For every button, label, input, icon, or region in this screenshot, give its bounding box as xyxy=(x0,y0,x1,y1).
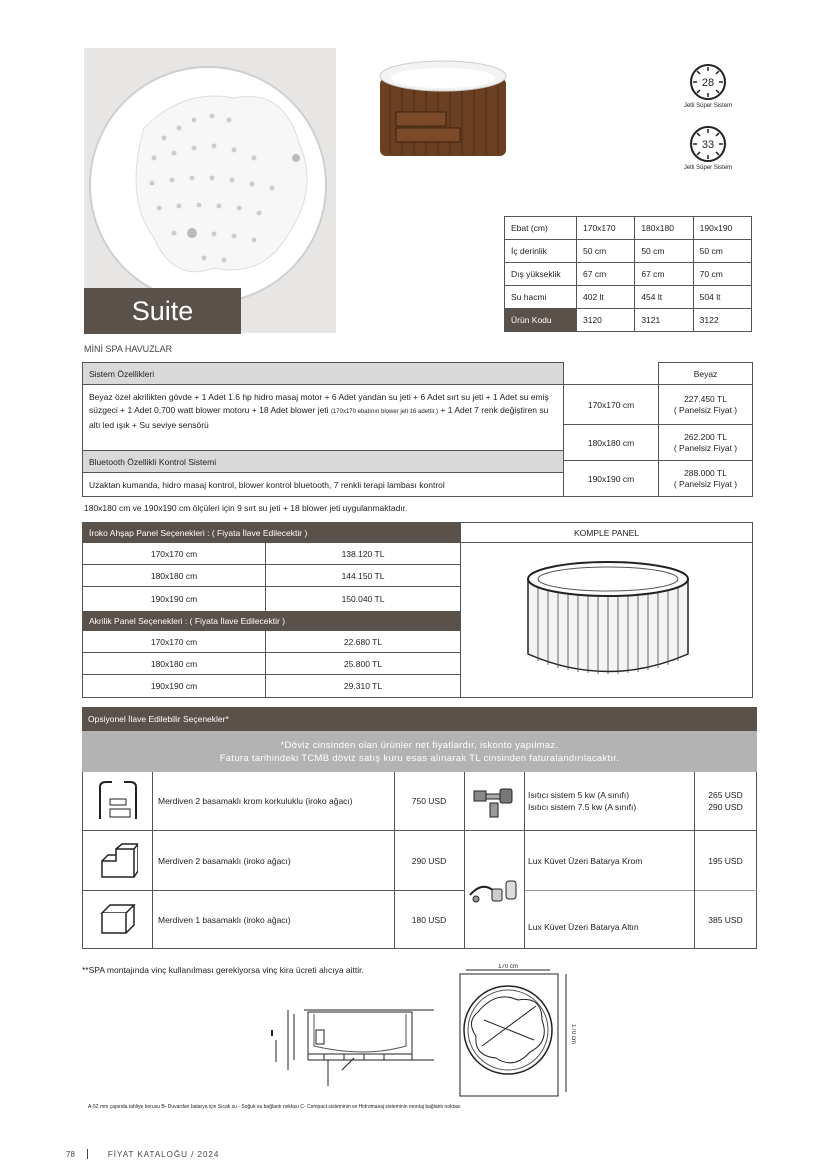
jet-dial-icon xyxy=(688,124,728,164)
footer-title: FİYAT KATALOĞU / 2024 xyxy=(107,1149,220,1159)
panel-size: 170x170 cm xyxy=(83,631,266,652)
price-cell xyxy=(658,460,753,497)
currency-notice-line2: Fatura tarihindeki TCMB döviz satış kuru esas alınarak TL cinsinden faturalandırılacaktır. xyxy=(219,752,620,764)
panel-price: 29.310 TL xyxy=(343,681,383,691)
panel-price: 150.040 TL xyxy=(341,594,385,604)
badge-28 xyxy=(680,62,736,109)
bluetooth-header-text: Bluetooth Özellikli Kontrol Sistemi xyxy=(89,456,217,467)
spec-row xyxy=(505,309,752,332)
spec-value: 454 lt xyxy=(635,286,693,309)
category-label: MİNİ SPA HAVUZLAR xyxy=(84,344,173,354)
heater-desc-5kw: Isıtıcı sistem 5 kw (A sınıfı) xyxy=(528,790,630,800)
heater-desc xyxy=(528,789,636,813)
ladder1-desc: Merdiven 2 basamaklı krom korkuluklu (iroko ağacı) xyxy=(158,796,353,806)
heater-icon xyxy=(470,783,518,823)
ladder2-price: 290 USD xyxy=(411,856,447,866)
price-value: 262.200 TL xyxy=(684,431,727,442)
bluetooth-text-cell xyxy=(82,472,564,497)
page-number: 78 xyxy=(66,1149,75,1159)
bluetooth-text: Uzaktan kumanda, hidro masaj kontrol, blower kontrol bluetooth, 7 renkli terapi lambası kontrol xyxy=(89,479,445,490)
badge-number: 28 xyxy=(701,77,715,89)
panel-size: 190x190 cm xyxy=(83,675,266,697)
spec-label: Ürün Kodu xyxy=(505,309,577,332)
spec-label: Dış yükseklik xyxy=(505,263,577,286)
spec-table xyxy=(504,216,752,332)
spec-label: Ebat (cm) xyxy=(505,217,577,240)
price-size: 180x180 cm xyxy=(587,437,635,448)
features-header xyxy=(82,362,564,385)
features-table xyxy=(82,362,753,497)
complete-panel-image xyxy=(523,559,693,679)
iroko-header xyxy=(83,523,460,543)
options-header-text: Opsiyonel İlave Edilebilir Seçenekler* xyxy=(88,714,229,724)
grid-line xyxy=(464,830,757,831)
spec-value: 3121 xyxy=(635,309,693,332)
acrylic-row xyxy=(83,631,460,653)
spec-value: 180x180 xyxy=(635,217,693,240)
badge-number: 33 xyxy=(701,139,715,151)
iroko-row xyxy=(83,587,460,611)
price-value: 288.000 TL xyxy=(684,467,727,478)
faucet-icon xyxy=(468,873,522,905)
spec-value: 190x190 xyxy=(693,217,751,240)
grid-line xyxy=(464,772,465,949)
tech-top-diagram xyxy=(456,964,576,1106)
price-note: ( Panelsiz Fiyat ) xyxy=(673,478,738,489)
price-cell xyxy=(658,384,753,425)
panel-price: 144.150 TL xyxy=(341,570,385,581)
heater-price-5kw: 265 USD xyxy=(708,790,743,800)
price-cell xyxy=(658,424,753,461)
spec-row xyxy=(505,263,752,286)
spec-value: 3120 xyxy=(577,309,635,332)
ladder3-price: 180 USD xyxy=(411,915,447,925)
options-header xyxy=(82,707,757,731)
product-name-box xyxy=(84,288,241,334)
ladder3-desc: Merdiven 1 basamaklı (iroko ağacı) xyxy=(158,915,291,925)
currency-notice-line1: *Döviz cinsinden olan ürünler net fiyatlardır, iskonto yapılmaz. xyxy=(280,739,559,751)
crane-note: **SPA montajında vinç kullanılması gerekiyorsa vinç kira ücreti alıcıya aittir. xyxy=(82,965,364,975)
faucet-chrome-price: 195 USD xyxy=(708,856,743,866)
spec-row xyxy=(505,217,752,240)
bluetooth-header xyxy=(82,450,564,473)
product-name: Suite xyxy=(131,295,194,326)
options-section xyxy=(82,707,757,949)
width-label: 170 cm xyxy=(498,964,518,970)
grid-line xyxy=(82,830,464,831)
grid-line xyxy=(524,772,525,949)
spec-row xyxy=(505,286,752,309)
spec-label: İç derinlik xyxy=(505,240,577,263)
color-header-cell xyxy=(658,362,753,385)
price-value: 227.450 TL xyxy=(684,393,727,404)
spec-value: 50 cm xyxy=(693,240,751,263)
ladder-with-rail-icon xyxy=(96,779,140,823)
iroko-header-text: İroko Ahşap Panel Seçenekleri : ( Fiyata İlave Edilecektir ) xyxy=(89,528,308,538)
panel-price: 25.800 TL xyxy=(343,658,383,669)
color-header: Beyaz xyxy=(693,368,718,379)
price-note: ( Panelsiz Fiyat ) xyxy=(673,442,738,453)
features-description-small: (170x170 ebatının blower jeti 16 adettir.) xyxy=(330,409,439,415)
price-size-cell xyxy=(563,460,659,497)
complete-panel-label: KOMPLE PANEL xyxy=(573,527,640,538)
panel-price: 22.680 TL xyxy=(343,636,383,647)
ladder1-price: 750 USD xyxy=(411,796,447,806)
height-label: 170 cm xyxy=(570,1024,576,1044)
iroko-row xyxy=(83,543,460,565)
footer xyxy=(66,1149,219,1159)
footer-divider xyxy=(87,1149,88,1159)
spec-value: 402 lt xyxy=(577,286,635,309)
panel-price: 138.120 TL xyxy=(341,548,385,559)
currency-notice xyxy=(82,731,757,772)
spec-row xyxy=(505,240,752,263)
diagram-legend: A-52 mm çapında tahliye borusu B- Duvardan batarya için Sıcak su - Soğuk su bağlantı noktası C- Compact sisteminin ve Hidromasaj sisteminin montaj bağlantı noktası xyxy=(88,1104,461,1110)
spec-value: 3122 xyxy=(693,309,751,332)
grid-line xyxy=(152,772,153,949)
heater-price-7kw: 290 USD xyxy=(708,802,743,812)
acrylic-row xyxy=(83,675,460,697)
grid-line xyxy=(82,890,464,891)
badge-label: Jetli Süper Sistem xyxy=(683,165,733,171)
faucet-gold-desc: Lux Küvet Üzeri Batarya Altın xyxy=(528,922,639,932)
heater-desc-7kw: Isıtıcı sistem 7.5 kw (A sınıfı) xyxy=(528,802,637,812)
features-description-main: Beyaz özel akrilikten gövde + 1 Adet 1.6 hp hidro masaj motor + 6 Adet yandan su jeti + 6 Adet sırt su jeti + 1 Adet su emiş süzgeci + 1 Adet 0,700 watt blower motoru + 18 Adet blower jeti xyxy=(89,392,549,415)
ladder-1-step-icon xyxy=(98,901,138,937)
price-size-cell xyxy=(563,424,659,461)
badge-label: Jetli Süper Sistem xyxy=(683,103,733,109)
complete-panel-header xyxy=(461,523,752,543)
heater-price xyxy=(694,789,757,813)
price-size-cell xyxy=(563,384,659,425)
panel-size: 190x190 cm xyxy=(83,587,266,611)
acrylic-header xyxy=(83,611,460,631)
features-footnote: 180x180 cm ve 190x190 cm ölçüleri için 9 sırt su jeti + 18 blower jeti uygulanmaktadır. xyxy=(84,503,408,513)
iroko-row xyxy=(83,565,460,587)
panel-size: 180x180 cm xyxy=(83,565,266,586)
spec-value: 67 cm xyxy=(577,263,635,286)
spec-value: 70 cm xyxy=(693,263,751,286)
panel-divider xyxy=(460,523,461,697)
panel-options xyxy=(82,522,753,698)
spec-value: 504 lt xyxy=(693,286,751,309)
product-side-view-image xyxy=(378,56,508,166)
grid-line xyxy=(524,890,757,891)
spec-value: 67 cm xyxy=(635,263,693,286)
acrylic-header-text: Akrilik Panel Seçenekleri : ( Fiyata İlave Edilecektir ) xyxy=(89,616,286,626)
faucet-chrome-desc: Lux Küvet Üzeri Batarya Krom xyxy=(528,856,643,866)
panel-size: 170x170 cm xyxy=(83,543,266,564)
spec-value: 170x170 xyxy=(577,217,635,240)
price-note: ( Panelsiz Fiyat ) xyxy=(673,404,738,415)
spec-value: 50 cm xyxy=(635,240,693,263)
features-description-end: + 1 Adet 7 renk değiştiren su altı led ışık + Su seviye sensörü xyxy=(89,405,549,430)
ladder2-desc: Merdiven 2 basamaklı (iroko ağacı) xyxy=(158,856,291,866)
jet-dial-icon xyxy=(688,62,728,102)
features-description xyxy=(82,384,564,451)
tech-side-diagram xyxy=(264,1000,444,1090)
faucet-gold-price: 385 USD xyxy=(708,915,743,925)
panel-size: 180x180 cm xyxy=(83,653,266,674)
ladder-2-step-icon xyxy=(98,841,138,881)
spec-label: Su hacmi xyxy=(505,286,577,309)
spec-value: 50 cm xyxy=(577,240,635,263)
badge-33 xyxy=(680,124,736,171)
features-header-text: Sistem Özellikleri xyxy=(89,368,155,379)
acrylic-row xyxy=(83,653,460,675)
price-size: 190x190 cm xyxy=(587,473,635,484)
price-size: 170x170 cm xyxy=(587,399,635,410)
